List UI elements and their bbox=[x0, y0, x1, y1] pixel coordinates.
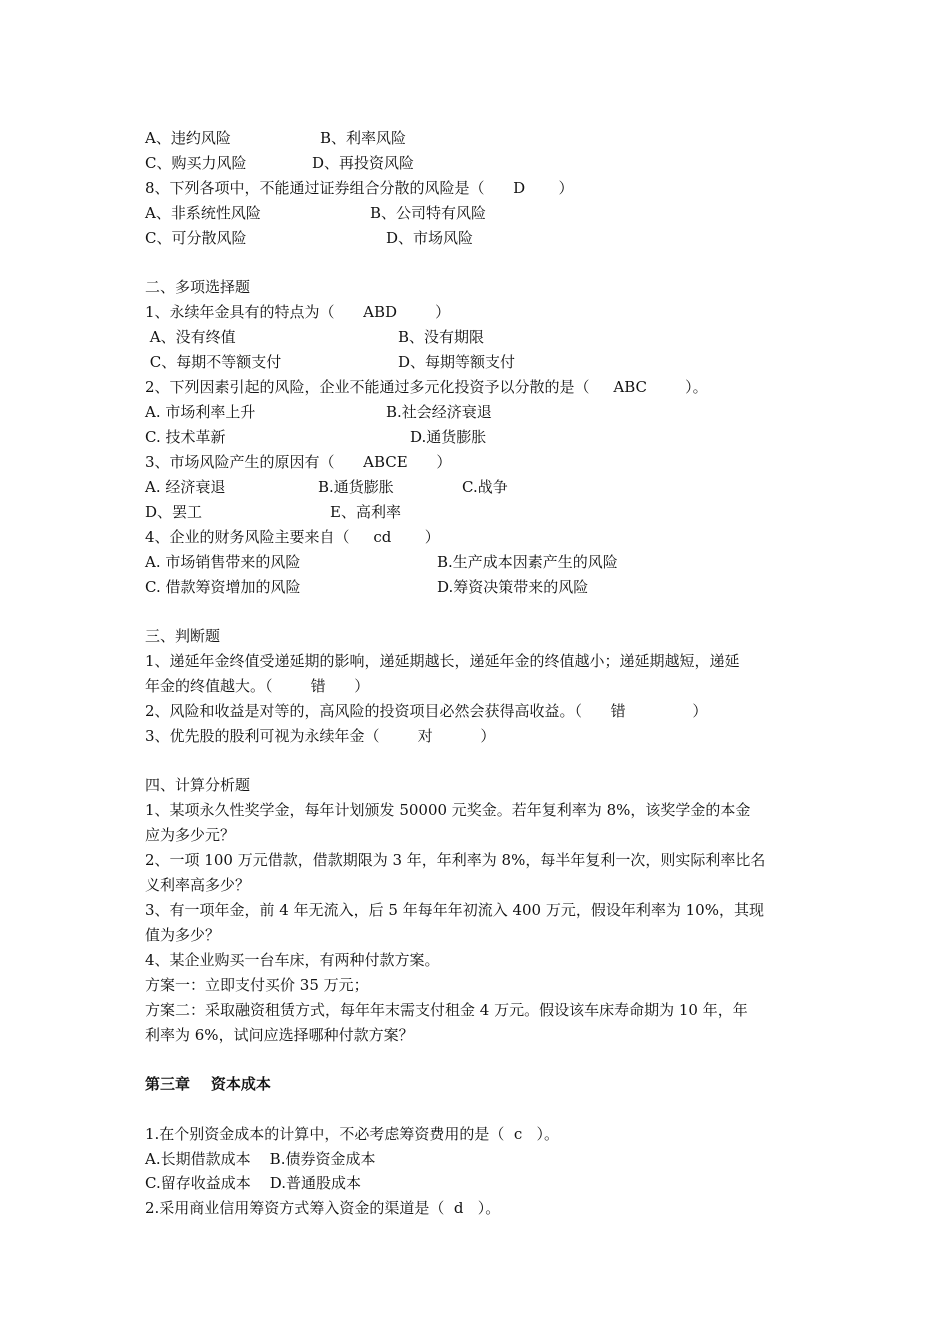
judgment-1-cont: 年金的终值越大。（ 错 ） bbox=[145, 677, 370, 695]
calc-question-1-cont: 应为多少元？ bbox=[145, 826, 236, 844]
plan-one: 方案一：立即支付买价 35 万元； bbox=[145, 976, 369, 994]
option-b: B.通货膨胀 bbox=[318, 478, 394, 496]
section-heading: 三、判断题 bbox=[145, 627, 221, 645]
chapter-question-1: 1.在个别资金成本的计算中，不必考虑筹资费用的是（ c ）。 bbox=[145, 1125, 560, 1143]
option-a: A、非系统性风险 bbox=[145, 204, 261, 222]
judgment-1: 1、递延年金终值受递延期的影响，递延期越长，递延年金的终值越小；递延期越短，递延 bbox=[145, 652, 740, 670]
option-d: D、市场风险 bbox=[386, 229, 474, 247]
calc-question-1: 1、某项永久性奖学金，每年计划颁发 50000 元奖金。若年复利率为 8%，该奖学金的本金 bbox=[145, 801, 751, 819]
option-c: C、每期不等额支付 bbox=[145, 353, 282, 371]
calc-question-2: 2、一项 100 万元借款，借款期限为 3 年，年利率为 8%，每半年复利一次，则实际利率比名 bbox=[145, 851, 766, 869]
option-c: C. 借款筹资增加的风险 bbox=[145, 578, 301, 596]
option-b: B、公司特有风险 bbox=[370, 204, 487, 222]
option-c: C、可分散风险 bbox=[145, 229, 247, 247]
section-heading: 四、计算分析题 bbox=[145, 776, 251, 794]
option-b: B.生产成本因素产生的风险 bbox=[437, 553, 618, 571]
plan-two: 方案二：采取融资租赁方式，每年年末需支付租金 4 万元。假设该车床寿命期为 10 年，年 bbox=[145, 1001, 748, 1019]
calc-question-3: 3、有一项年金，前 4 年无流入，后 5 年每年年初流入 400 万元，假设年利率为 10%，其现 bbox=[145, 901, 764, 919]
option-a: A. 市场利率上升 bbox=[145, 403, 256, 421]
question-1: 1、永续年金具有的特点为（ ABD ） bbox=[145, 303, 451, 321]
option-a: A. 市场销售带来的风险 bbox=[145, 553, 301, 571]
question-8: 8、下列各项中，不能通过证券组合分散的风险是（ D ） bbox=[145, 179, 574, 197]
option-d: D、每期等额支付 bbox=[398, 353, 516, 371]
option-a: A、没有终值 bbox=[145, 328, 236, 346]
option-c: C.战争 bbox=[462, 478, 508, 496]
option-d: D、再投资风险 bbox=[312, 154, 415, 172]
calc-question-4: 4、某企业购买一台车床，有两种付款方案。 bbox=[145, 951, 440, 969]
chapter-question-2: 2.采用商业信用筹资方式筹入资金的渠道是（ d ）。 bbox=[145, 1199, 501, 1217]
plan-two-cont: 利率为 6%，试问应选择哪种付款方案？ bbox=[145, 1026, 414, 1044]
option-b: B.社会经济衰退 bbox=[386, 403, 492, 421]
option-b: B、利率风险 bbox=[320, 129, 407, 147]
options-row: C.留存收益成本 D.普通股成本 bbox=[145, 1174, 362, 1192]
option-d: D、罢工 bbox=[145, 503, 203, 521]
calc-question-3-cont: 值为多少？ bbox=[145, 926, 221, 944]
question-2: 2、下列因素引起的风险，企业不能通过多元化投资予以分散的是（ ABC ）。 bbox=[145, 378, 708, 396]
option-e: E、高利率 bbox=[330, 503, 401, 521]
option-a: A. 经济衰退 bbox=[145, 478, 226, 496]
question-4: 4、企业的财务风险主要来自（ cd ） bbox=[145, 528, 440, 546]
option-c: C、购买力风险 bbox=[145, 154, 247, 172]
judgment-2: 2、风险和收益是对等的，高风险的投资项目必然会获得高收益。（ 错 ） bbox=[145, 702, 708, 720]
calc-question-2-cont: 义利率高多少？ bbox=[145, 876, 251, 894]
option-d: D.通货膨胀 bbox=[410, 428, 487, 446]
option-b: B、没有期限 bbox=[398, 328, 485, 346]
option-c: C. 技术革新 bbox=[145, 428, 226, 446]
options-row: A.长期借款成本 B.债券资金成本 bbox=[145, 1150, 376, 1168]
chapter-heading: 第三章 资本成本 bbox=[145, 1075, 271, 1093]
section-heading: 二、多项选择题 bbox=[145, 278, 251, 296]
judgment-3: 3、优先股的股利可视为永续年金（ 对 ） bbox=[145, 727, 496, 745]
option-a: A、违约风险 bbox=[145, 129, 231, 147]
question-3: 3、市场风险产生的原因有（ ABCE ） bbox=[145, 453, 452, 471]
option-d: D.筹资决策带来的风险 bbox=[437, 578, 589, 596]
